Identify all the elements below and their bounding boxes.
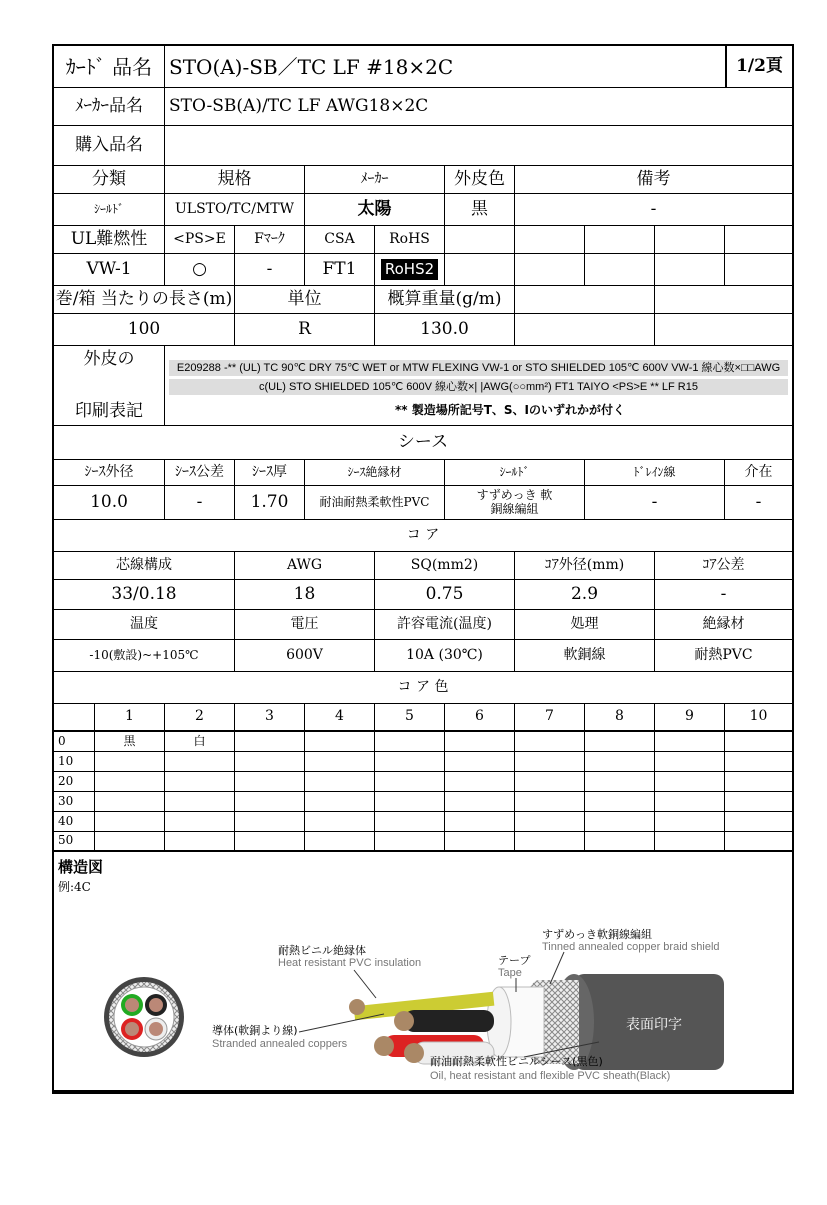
flame-header-row — [54, 226, 792, 254]
core-color-cell: 白 — [165, 732, 235, 751]
classification-value-row — [54, 194, 792, 226]
maker-header: ﾒｰｶｰ — [305, 166, 445, 193]
empty-cell — [655, 254, 725, 285]
core-color-cell — [515, 792, 585, 811]
printing-row — [54, 346, 792, 426]
rohs-value-cell — [375, 254, 445, 285]
voltage-header: 電圧 — [235, 610, 375, 639]
core-color-cell — [305, 792, 375, 811]
drain-header: ﾄﾞﾚｲﾝ線 — [585, 460, 725, 485]
treatment-value: 軟銅線 — [515, 640, 655, 671]
flame-value-row — [54, 254, 792, 286]
empty-cell — [515, 314, 655, 345]
core-color-cell — [165, 812, 235, 831]
csa-value: FT1 — [305, 254, 375, 285]
length-header: 巻/箱 当たりの長さ(m) — [54, 286, 235, 313]
insulation-header: 絶縁材 — [702, 615, 745, 632]
strand-header: 芯線構成 — [54, 552, 235, 579]
core-color-cell — [445, 812, 515, 831]
printing-label-cell — [54, 346, 165, 425]
purchase-name-label: 購入品名 — [54, 126, 165, 165]
core-color-row — [54, 812, 792, 832]
surface-print-label: 表面印字 — [626, 1017, 682, 1033]
insulation-label-jp: 耐熱ビニル絶縁体 — [278, 944, 366, 957]
maker-name-row — [54, 88, 792, 126]
standard-value: ULSTO/TC/MTW — [165, 194, 305, 225]
core-color-cell — [445, 732, 515, 751]
core-tol-header: ｺｱ公差 — [702, 556, 745, 573]
insulation-value: 耐熱PVC — [694, 646, 753, 663]
col-header: 1 — [95, 704, 165, 730]
sheath-thk-value: 1.70 — [235, 486, 305, 519]
core-color-cell — [655, 732, 725, 751]
core-color-row — [54, 832, 792, 852]
core-color-cell — [165, 792, 235, 811]
tape-label-en: Tape — [498, 967, 522, 979]
sheath-thk-header: ｼｰｽ厚 — [235, 460, 305, 485]
core-tol-value: - — [720, 584, 727, 605]
core-color-cell — [725, 792, 792, 811]
weight-header: 概算重量(g/m) — [375, 286, 515, 313]
remarks-header: 備考 — [636, 169, 671, 190]
page-number: 1/2頁 — [726, 46, 792, 87]
sheath-value-row — [54, 486, 792, 520]
temp-header: 温度 — [54, 610, 235, 639]
corner-cell — [54, 704, 95, 730]
empty-cell — [515, 226, 585, 253]
spec-sheet — [52, 44, 794, 1094]
class-value: ｼｰﾙﾄﾞ — [54, 194, 165, 225]
core-color-cell — [95, 832, 165, 850]
core-color-cell — [515, 772, 585, 791]
core-header-row-1 — [54, 552, 792, 580]
sheath-title-row — [54, 426, 792, 460]
maker-name-value: STO-SB(A)/TC LF AWG18×2C — [169, 96, 429, 117]
core-color-cell — [725, 732, 792, 751]
core-color-cell — [375, 772, 445, 791]
insulation-label-en: Heat resistant PVC insulation — [278, 957, 422, 969]
temp-value: -10(敷設)~+105℃ — [54, 640, 235, 671]
core-color-cell — [235, 732, 305, 751]
core-color-cell — [235, 792, 305, 811]
maker-value: 太陽 — [305, 194, 445, 225]
f-mark-header: Fﾏｰｸ — [235, 226, 305, 253]
csa-header: CSA — [305, 226, 375, 253]
core-color-cell — [725, 832, 792, 850]
cable-illustration — [54, 852, 792, 1088]
core-color-cell — [515, 832, 585, 850]
core-color-cell — [375, 792, 445, 811]
shield-value: すずめっき 軟銅線編組 — [445, 486, 585, 519]
current-header: 許容電流(温度) — [375, 610, 515, 639]
core-color-row — [54, 792, 792, 812]
f-mark-value: - — [235, 254, 305, 285]
filler-header: 介在 — [744, 463, 773, 480]
standard-header: 規格 — [165, 166, 305, 193]
purchase-name-row — [54, 126, 792, 166]
sheath-od-header: ｼｰｽ外径 — [54, 460, 165, 485]
sq-header: SQ(mm2) — [375, 552, 515, 579]
sheath-title: シース — [397, 432, 449, 453]
col-header: 8 — [585, 704, 655, 730]
class-header: 分類 — [54, 166, 165, 193]
col-header: 9 — [655, 704, 725, 730]
core-color-cell — [445, 752, 515, 771]
empty-cell — [515, 254, 585, 285]
sheath-mat-header: ｼｰｽ絶縁材 — [305, 460, 445, 485]
core-color-cell — [375, 832, 445, 850]
classification-header-row — [54, 166, 792, 194]
empty-cell — [445, 226, 515, 253]
sheath-tol-value: - — [165, 486, 235, 519]
empty-cell — [655, 286, 792, 313]
unit-value: R — [235, 314, 375, 345]
treatment-header: 処理 — [515, 610, 655, 639]
conductor-label-en: Stranded annealed coppers — [212, 1038, 348, 1050]
core-color-cell — [305, 772, 375, 791]
pse-value: ○ — [165, 254, 235, 285]
col-header: 4 — [305, 704, 375, 730]
empty-cell — [445, 254, 515, 285]
shield-label-jp: すずめっき軟銅線編組 — [542, 928, 652, 941]
core-color-row — [54, 732, 792, 752]
empty-cell — [515, 286, 655, 313]
core-color-cell — [375, 812, 445, 831]
core-color-header-row — [54, 704, 792, 732]
length-header-row — [54, 286, 792, 314]
core-color-cell — [655, 832, 725, 850]
printing-label-top: 外皮の — [83, 349, 135, 369]
filler-value: - — [755, 492, 762, 513]
sheath-label-jp: 耐油耐熱柔軟性ビニルシース(黒色) — [430, 1055, 603, 1068]
voltage-value: 600V — [235, 640, 375, 671]
core-color-cell — [305, 732, 375, 751]
unit-header: 単位 — [235, 286, 375, 313]
rohs-header: RoHS — [375, 226, 445, 253]
core-color-cell — [165, 772, 235, 791]
sq-value: 0.75 — [375, 580, 515, 609]
tape-label-jp: テープ — [498, 954, 531, 967]
drain-value: - — [585, 486, 725, 519]
ul-flame-value: VW-1 — [54, 254, 165, 285]
sheath-mat-value: 耐油耐熱柔軟性PVC — [305, 486, 445, 519]
core-color-cell — [445, 792, 515, 811]
core-color-cell — [305, 812, 375, 831]
core-color-cell — [655, 752, 725, 771]
core-color-cell — [305, 752, 375, 771]
pse-header: <PS>E — [165, 226, 235, 253]
sheath-tol-header: ｼｰｽ公差 — [165, 460, 235, 485]
core-od-value: 2.9 — [515, 580, 655, 609]
core-color-cell — [95, 772, 165, 791]
structure-example: 例:4C — [58, 880, 91, 894]
core-title-row — [54, 520, 792, 552]
empty-cell — [655, 314, 792, 345]
card-name-row — [54, 46, 792, 88]
core-color-cell — [515, 732, 585, 751]
core-color-cell — [305, 832, 375, 850]
core-color-cell — [585, 752, 655, 771]
awg-value: 18 — [235, 580, 375, 609]
weight-value: 130.0 — [375, 314, 515, 345]
core-color-cell — [725, 812, 792, 831]
purchase-name-value — [165, 126, 792, 165]
length-value: 100 — [54, 314, 235, 345]
core-color-cell — [725, 752, 792, 771]
col-header: 3 — [235, 704, 305, 730]
core-color-cell — [585, 732, 655, 751]
row-header: 40 — [54, 812, 95, 831]
printing-line-2: c(UL) STO SHIELDED 105℃ 600V 線心数×| |AWG(○○mm²) FT1 TAIYO <PS>E ** LF R15 — [169, 379, 788, 395]
color-header: 外皮色 — [445, 166, 515, 193]
core-color-cell — [235, 812, 305, 831]
col-header: 10 — [749, 708, 768, 725]
length-value-row — [54, 314, 792, 346]
empty-cell — [585, 226, 655, 253]
row-header: 10 — [54, 752, 95, 771]
printing-label-bottom: 印刷表記 — [75, 401, 143, 422]
cross-section-icon — [104, 977, 184, 1057]
core-color-title-row — [54, 672, 792, 704]
core-color-cell — [585, 772, 655, 791]
col-header: 5 — [375, 704, 445, 730]
shield-label-en: Tinned annealed copper braid shield — [542, 941, 720, 953]
core-color-cell — [375, 732, 445, 751]
core-color-cell: 黒 — [95, 732, 165, 751]
core-color-cell — [375, 752, 445, 771]
sheath-header-row — [54, 460, 792, 486]
core-color-cell — [445, 772, 515, 791]
empty-cell — [725, 226, 792, 253]
printing-line-1: E209288 -** (UL) TC 90℃ DRY 75℃ WET or MTW FLEXING VW-1 or STO SHIELDED 105℃ 600V VW-1 線心数×□□AWG — [169, 360, 788, 376]
current-value: 10A (30℃) — [375, 640, 515, 671]
core-color-cell — [235, 752, 305, 771]
core-color-cell — [95, 812, 165, 831]
core-header-row-2 — [54, 610, 792, 640]
core-color-cell — [725, 772, 792, 791]
core-color-cell — [585, 832, 655, 850]
empty-cell — [725, 254, 792, 285]
core-color-cell — [95, 752, 165, 771]
core-color-cell — [445, 832, 515, 850]
core-color-cell — [95, 792, 165, 811]
color-value: 黒 — [445, 194, 515, 225]
core-color-cell — [655, 792, 725, 811]
core-color-cell — [655, 772, 725, 791]
core-color-row — [54, 752, 792, 772]
card-name-value: STO(A)-SB／TC LF #18×2C — [165, 46, 726, 87]
core-color-cell — [235, 772, 305, 791]
structure-title: 構造図 — [58, 858, 104, 876]
core-color-cell — [585, 812, 655, 831]
core-color-cell — [235, 832, 305, 850]
row-header: 0 — [54, 732, 95, 751]
core-color-cell — [515, 752, 585, 771]
row-header: 50 — [54, 832, 95, 850]
card-name-label: ｶｰﾄﾞ 品名 — [54, 46, 165, 87]
core-od-header: ｺｱ外径(mm) — [515, 552, 655, 579]
ul-flame-header: UL難燃性 — [54, 226, 165, 253]
rohs-badge: RoHS2 — [381, 259, 438, 280]
core-color-cell — [655, 812, 725, 831]
core-color-cell — [515, 812, 585, 831]
core-color-row — [54, 772, 792, 792]
col-header: 7 — [515, 704, 585, 730]
printing-note: ** 製造場所記号T、S、Iのいずれかが付く — [395, 403, 626, 417]
maker-name-label: ﾒｰｶｰ品名 — [54, 88, 165, 125]
awg-header: AWG — [235, 552, 375, 579]
core-value-row-2 — [54, 640, 792, 672]
core-title: コ ア — [406, 526, 440, 543]
shield-header: ｼｰﾙﾄﾞ — [445, 460, 585, 485]
structure-diagram — [54, 852, 792, 1090]
core-color-cell — [585, 792, 655, 811]
remarks-value: - — [650, 199, 657, 220]
core-color-cell — [165, 832, 235, 850]
core-color-cell — [165, 752, 235, 771]
sheath-od-value: 10.0 — [54, 486, 165, 519]
empty-cell — [585, 254, 655, 285]
core-color-title: コ ア 色 — [397, 678, 449, 695]
col-header: 2 — [165, 704, 235, 730]
core-value-row-1 — [54, 580, 792, 610]
strand-value: 33/0.18 — [54, 580, 235, 609]
sheath-label-en: Oil, heat resistant and flexible PVC sheath(Black) — [430, 1070, 671, 1082]
row-header: 20 — [54, 772, 95, 791]
empty-cell — [655, 226, 725, 253]
col-header: 6 — [445, 704, 515, 730]
row-header: 30 — [54, 792, 95, 811]
conductor-label-jp: 導体(軟銅より線) — [212, 1024, 298, 1037]
printing-text-cell — [165, 346, 792, 425]
